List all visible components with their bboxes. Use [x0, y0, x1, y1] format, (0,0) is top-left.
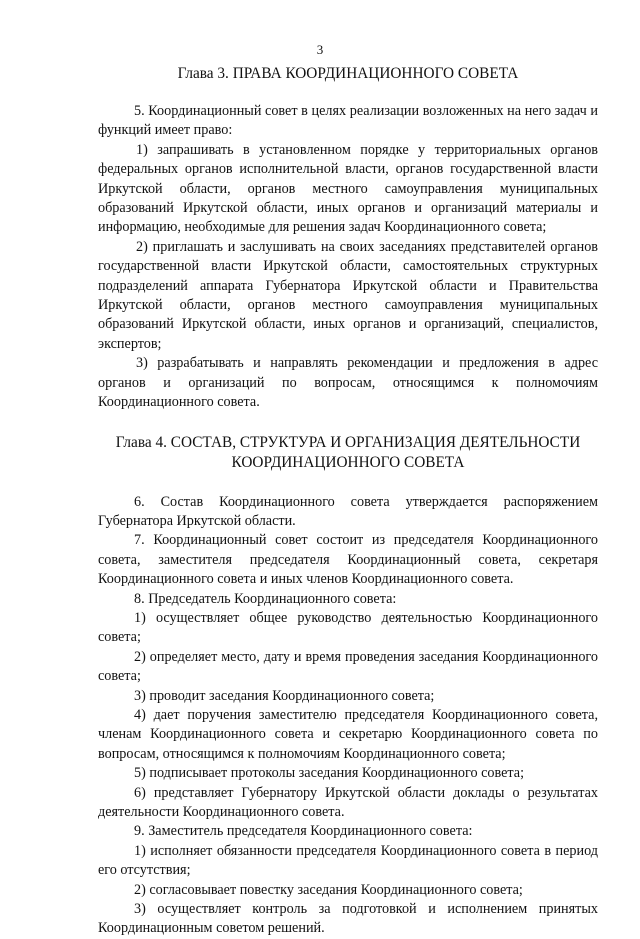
document-body [98, 64, 598, 939]
paragraph-5-item-1: 1) запрашивать в установленном порядке у территориальных органов федеральных органов исполнительной власти, органов государственной власти Иркутской области, органов местного самоуправления муниципальных образований Иркутской области, иных органов и организаций материалы и информацию, необходимые для решения задач Координационного совета; [98, 141, 598, 236]
paragraph-8-item-2: 2) определяет место, дату и время проведения заседания Координационного совета; [98, 648, 598, 685]
page-number: 3 [316, 42, 324, 57]
paragraph-8-item-1: 1) осуществляет общее руководство деятельностью Координационного совета; [98, 609, 598, 646]
chapter-4-title-line-2: КООРДИНАЦИОННОГО СОВЕТА [231, 453, 465, 471]
paragraph-9-item-1: 1) исполняет обязанности председателя Координационного совета в период его отсутствия; [98, 842, 598, 879]
paragraph-7: 7. Координационный совет состоит из председателя Координационного совета, заместителя председателя Координационный совета, секретаря Координационного совета и иных членов Координационного совета. [98, 532, 598, 588]
paragraph-8-item-4: 4) дает поручения заместителю председателя Координационного совета, членам Координационного совета и секретарю Координационного совета по вопросам, относящимся к полномочиям Координационного совета; [98, 706, 598, 762]
chapter-4-title [98, 433, 598, 473]
paragraph-8-item-5: 5) подписывает протоколы заседания Координационного совета; [134, 765, 525, 782]
paragraph-9-item-3: 3) осуществляет контроль за подготовкой и исполнением принятых Координационным советом решений. [98, 901, 598, 937]
chapter-3-title: Глава 3. ПРАВА КООРДИНАЦИОННОГО СОВЕТА [177, 65, 519, 82]
paragraph-5: 5. Координационный совет в целях реализации возложенных на него задач и функций имеет право: [98, 103, 598, 139]
chapter-4-title-line-1: Глава 4. СОСТАВ, СТРУКТУРА И ОРГАНИЗАЦИЯ ДЕЯТЕЛЬНОСТИ [115, 433, 581, 451]
paragraph-6: 6. Состав Координационного совета утверждается распоряжением Губернатора Иркутской области. [98, 493, 598, 529]
paragraph-5-item-2: 2) приглашать и заслушивать на своих заседаниях представителей органов государственной власти Иркутской области, самостоятельных структурных подразделений аппарата Губернатора Иркутской области и Правительства Иркутской области, органов местного самоуправления муниципальных образований Иркутской области, иных органов и организаций, специалистов, экспертов; [98, 238, 598, 352]
paragraph-8: 8. Председатель Координационного совета: [134, 590, 397, 607]
paragraph-9: 9. Заместитель председателя Координационного совета: [134, 823, 473, 840]
paragraph-9-item-2: 2) согласовывает повестку заседания Координационного совета; [134, 881, 523, 898]
paragraph-8-item-3: 3) проводит заседания Координационного совета; [134, 687, 435, 704]
paragraph-8-item-6: 6) представляет Губернатору Иркутской области доклады о результатах деятельности Координационного совета. [98, 784, 598, 820]
paragraph-5-item-3: 3) разрабатывать и направлять рекомендации и предложения в адрес органов и организаций по вопросам, относящимся к полномочиям Координационного совета. [98, 355, 598, 411]
